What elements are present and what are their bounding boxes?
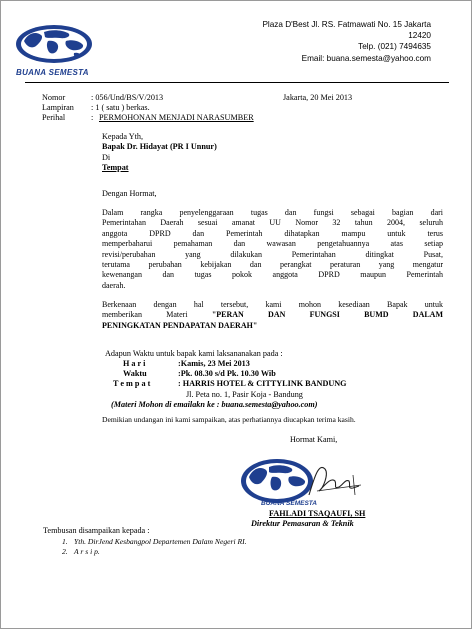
cc-item: A r s i p.	[74, 547, 100, 556]
address-line-1: Plaza D'Best Jl. RS. Fatmawati No. 15 Jakarta	[262, 20, 431, 29]
recipient-place: Tempat	[102, 163, 129, 172]
paragraph-1-line: terutama perubahan kebijakan dan perangkat peraturan yang mengatur	[102, 259, 443, 269]
tempat-address: Jl. Peta no. 1, Pasir Koja - Bandung	[186, 390, 303, 399]
paragraph-2-line-1: Berkenaan dengan hal tersebut, kami mohon kesediaan Bapak untuk	[102, 300, 443, 309]
cc-item-number: 2.	[62, 547, 68, 556]
sign-off: Hormat Kami,	[290, 435, 338, 444]
lampiran-label: Lampiran	[42, 103, 74, 112]
cc-item: Yth. DirJend Kesbangpol Departemen Dalam Negeri RI.	[74, 537, 247, 546]
paragraph-2-line-2	[102, 310, 443, 320]
recipient-name: Bapak Dr. Hidayat (PR I Unnur)	[102, 142, 217, 151]
materi-title-part-1: "PERAN DAN FUNGSI BUMD DALAM	[211, 310, 444, 320]
materi-title-part-2: PENINGKATAN PENDAPATAN DAERAH"	[102, 320, 258, 330]
paragraph-1-line: daerah.	[102, 280, 126, 290]
email-line: Email: buana.semesta@yahoo.com	[301, 53, 431, 63]
letterhead-rule	[25, 82, 449, 83]
paragraph-1-line: anggota DPRD dan Pemerintah dihatapkan mampu untuk terus	[102, 228, 443, 238]
perihal-label: Perihal	[42, 113, 66, 122]
materi-email-note: (Materi Mohon di emailakn ke : buana.semesta@yahoo.com)	[111, 400, 318, 409]
nomor-label: Nomor	[42, 93, 66, 102]
hari-value: :Kamis, 23 Mei 2013	[178, 359, 250, 368]
globe-logo-icon	[14, 19, 94, 69]
logo-company-name: BUANA SEMESTA	[16, 68, 89, 77]
paragraph-1-line: Pemerintahan Daerah sesuai amanat UU Nomor 32 tahun 2004, seluruh	[102, 218, 443, 228]
signatory-name: FAHLADI TSAQAUFI, SH	[269, 509, 366, 518]
paragraph-2-prefix: memberikan Materi	[102, 310, 212, 320]
lampiran-value: : 1 ( satu ) berkas.	[91, 103, 150, 112]
paragraph-1	[102, 208, 443, 291]
company-logo	[14, 19, 94, 85]
recipient-di: Di	[102, 153, 111, 162]
perihal-value: PERMOHONAN MENJADI NARASUMBER	[99, 113, 254, 122]
cc-heading: Tembusan disampaikan kepada :	[43, 526, 150, 535]
address-line-2: 12420	[408, 31, 431, 41]
paragraph-1-line: kewenangan dan tugas pokok anggota DPRD maupun Pemerintah	[102, 270, 443, 280]
salutation: Dengan Hormat,	[102, 189, 157, 198]
letterhead-address	[262, 19, 431, 64]
closing-text: Demikian undangan ini kami sampaikan, atas perhatiannya diucapkan terima kasih.	[102, 415, 356, 424]
paragraph-1-line: Dalam rangka penyelenggaraan tugas dan fungsi sebagai bagian dari	[102, 208, 443, 217]
recipient-line-1: Kepada Yth,	[102, 132, 144, 141]
cc-item-number: 1.	[62, 537, 68, 546]
hari-label: H a r i	[123, 359, 146, 368]
tempat-value: : HARRIS HOTEL & CITTYLINK BANDUNG	[178, 379, 347, 388]
paragraph-2	[102, 300, 443, 331]
waktu-label: Waktu	[123, 369, 147, 378]
perihal-colon: :	[91, 113, 94, 122]
place-date: Jakarta, 20 Mei 2013	[283, 93, 353, 102]
signatory-title: Direktur Pemasaran & Teknik	[251, 519, 354, 528]
waktu-value: :Pk. 08.30 s/d Pk. 10.30 Wib	[178, 369, 276, 378]
paragraph-1-line: revisi/perubahan yang dilakukan Pemerintahan ditingkat Pusat,	[102, 249, 443, 259]
svg-text:BUANA SEMESTA: BUANA SEMESTA	[261, 500, 317, 507]
nomor-value: : 056/Und/BS/V/2013	[91, 93, 164, 102]
paragraph-1-line: memperbaharui pemahaman dan wawasan pengetahuannya atas setiap	[102, 239, 443, 249]
tempat-label: T e m p a t	[113, 379, 151, 388]
phone-line: Telp. (021) 7494635	[358, 42, 431, 52]
schedule-intro: Adapun Waktu untuk bapak kami laksananakan pada :	[105, 349, 283, 358]
